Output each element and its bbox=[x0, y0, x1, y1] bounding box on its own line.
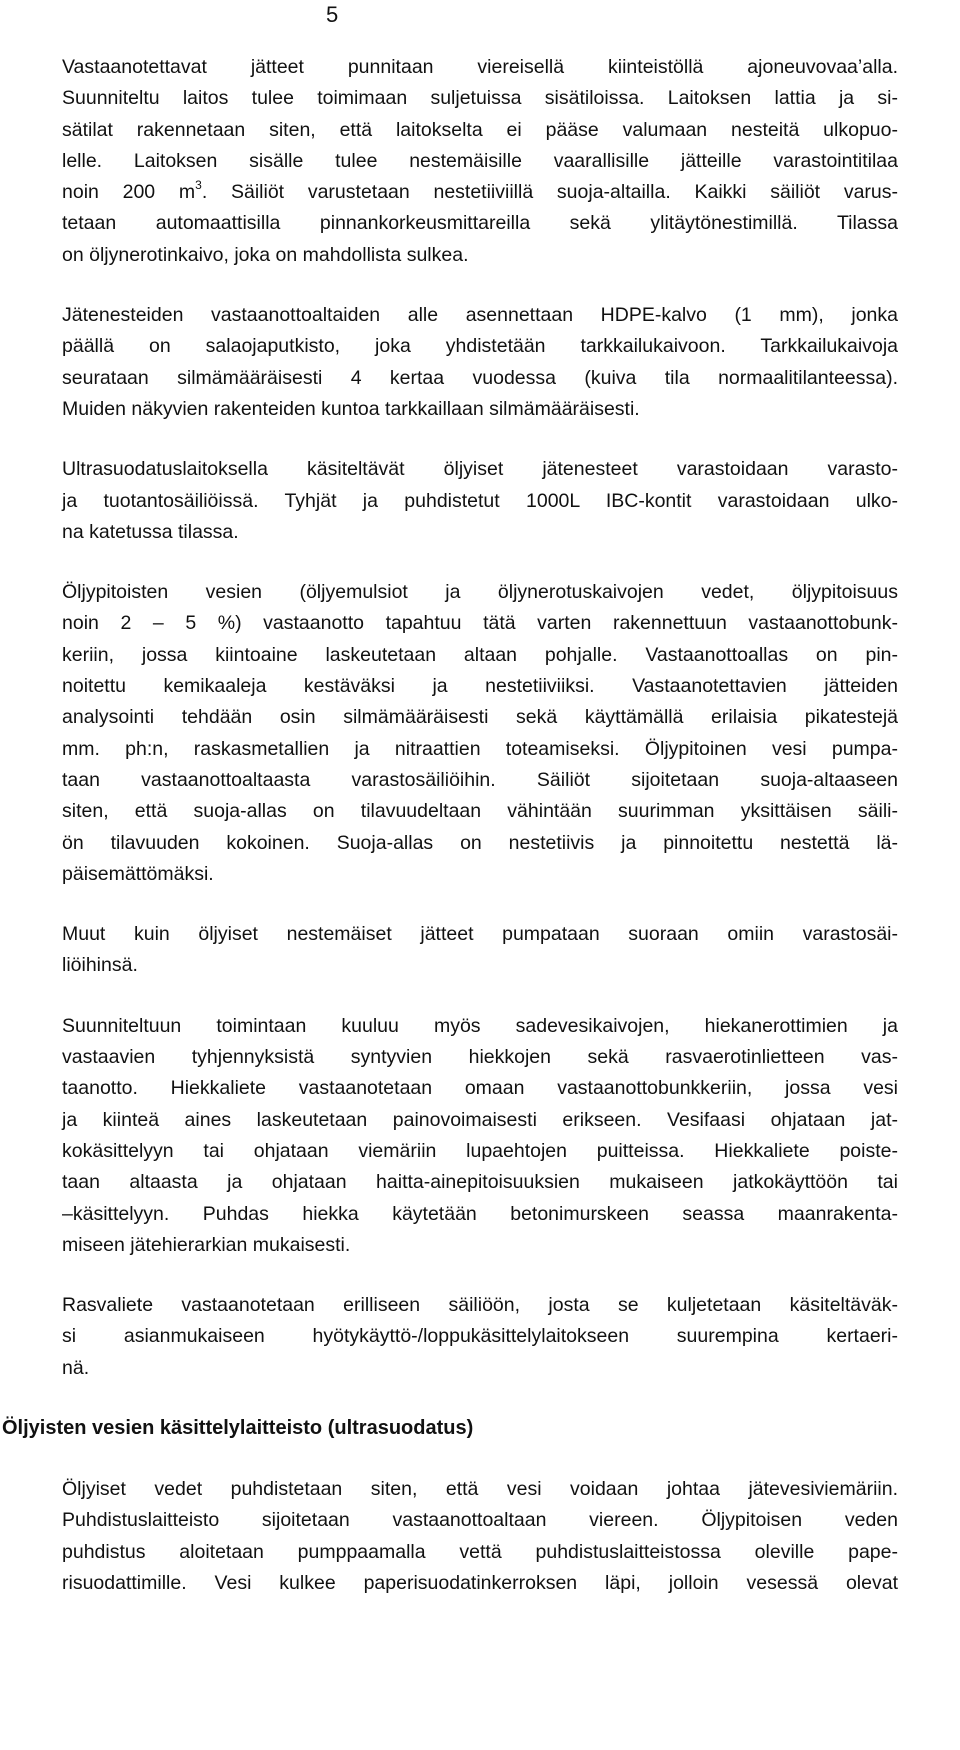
text-line: sätilat rakennetaan siten, että laitokselta ei pääse valumaan nesteitä ulkopuo- bbox=[62, 118, 898, 141]
document-body bbox=[2, 52, 899, 1628]
paragraph-hdpe-liner bbox=[62, 300, 898, 425]
text-line: päällä on salaojaputkisto, joka yhdistetään tarkkailukaivoon. Tarkkailukaivoja bbox=[62, 335, 898, 358]
text-line: puhdistus aloitetaan pumppaamalla vettä puhdistuslaitteistossa oleville pape- bbox=[62, 1540, 898, 1563]
text-line: Muut kuin öljyiset nestemäiset jätteet pumpataan suoraan omiin varastosäi- bbox=[62, 923, 898, 946]
text-line: tetaan automaattisilla pinnankorkeusmittareilla sekä ylitäytönestimillä. Tilassa bbox=[62, 212, 898, 235]
text-line: siten, että suoja-allas on tilavuudeltaan vähintään suurimman yksittäisen säili- bbox=[62, 800, 898, 823]
text-line: miseen jätehierarkian mukaisesti. bbox=[62, 1233, 351, 1256]
paragraph-oily-water bbox=[62, 577, 898, 890]
text-line-with-superscript bbox=[62, 177, 898, 208]
text-line: Jätenesteiden vastaanottoaltaiden alle asennettaan HDPE-kalvo (1 mm), jonka bbox=[62, 304, 898, 327]
text-line: si asianmukaiseen hyötykäyttö-/loppukäsittelylaitokseen suurempina kertaeri- bbox=[62, 1325, 898, 1348]
text-line: mm. ph:n, raskasmetallien ja nitraattien toteamiseksi. Öljypitoinen vesi pumpa- bbox=[62, 737, 898, 760]
text-line: risuodattimille. Vesi kulkee paperisuodatinkerroksen läpi, jolloin vesessä olevat bbox=[62, 1571, 898, 1594]
text-line: taanotto. Hiekkaliete vastaanotetaan omaan vastaanottobunkkeriin, jossa vesi bbox=[62, 1077, 898, 1100]
paragraph-ultrafiltration bbox=[62, 1474, 898, 1599]
text-line: noitettu kemikaaleja kestäväksi ja nestetiiviiksi. Vastaanotettavien jätteiden bbox=[62, 675, 898, 698]
text-line: Vastaanotettavat jätteet punnitaan viereisellä kiinteistöllä ajoneuvovaa’alla. bbox=[62, 56, 898, 78]
paragraph-other-liquids bbox=[62, 919, 898, 982]
page-number: 5 bbox=[326, 2, 339, 27]
text-line: Rasvaliete vastaanotetaan erilliseen säiliöön, josta se kuljetetaan käsiteltäväk- bbox=[62, 1294, 898, 1317]
text-line: na katetussa tilassa. bbox=[62, 520, 239, 543]
text-line: noin 2 – 5 %) vastaanotto tapahtuu tätä varten rakennettuun vastaanottobunk- bbox=[62, 612, 898, 635]
text-line: analysointi tehdään osin silmämääräisesti sekä käyttämällä erilaisia pikatestejä bbox=[62, 706, 898, 729]
paragraph-reception bbox=[62, 52, 898, 271]
text-line: taan altaasta ja ohjataan haitta-ainepitoisuuksien mukaiseen jatkokäyttöön tai bbox=[62, 1171, 898, 1194]
text-line: Öljyiset vedet puhdistetaan siten, että vesi voidaan johtaa jätevesiviemäriin. bbox=[62, 1477, 898, 1500]
text-line: Suunniteltuun toimintaan kuuluu myös sadevesikaivojen, hiekanerottimien ja bbox=[62, 1014, 898, 1037]
text-line: Öljypitoisten vesien (öljyemulsiot ja öljynerotuskaivojen vedet, öljypitoisuus bbox=[62, 581, 898, 604]
text-line: nä. bbox=[62, 1356, 90, 1379]
section-heading: Öljyisten vesien käsittelylaitteisto (ultrasuodatus) bbox=[2, 1416, 474, 1439]
text-line: ja kiinteä aines laskeutetaan painovoimaisesti erikseen. Vesifaasi ohjataan jat- bbox=[62, 1108, 898, 1131]
text-line: on öljynerotinkaivo, joka on mahdollista sulkea. bbox=[62, 243, 469, 266]
text-line: Suunniteltu laitos tulee toimimaan suljetuissa sisätiloissa. Laitoksen lattia ja si- bbox=[62, 87, 898, 110]
text-line: Muiden näkyvien rakenteiden kuntoa tarkkaillaan silmämääräisesti. bbox=[62, 397, 640, 420]
text-line: lelle. Laitoksen sisälle tulee nestemäisille vaarallisille jätteille varastointitilaa bbox=[62, 149, 898, 172]
text-line: keriin, jossa kiintoaine laskeutetaan altaan pohjalle. Vastaanottoallas on pin- bbox=[62, 643, 898, 666]
text-fragment: noin 200 m bbox=[62, 181, 196, 204]
text-line: vastaavien tyhjennyksistä syntyvien hiekkojen sekä rasvaerotinlietteen vas- bbox=[62, 1046, 898, 1069]
text-line: seurataan silmämääräisesti 4 kertaa vuodessa (kuiva tila normaalitilanteessa). bbox=[62, 366, 898, 389]
text-line: kokäsittelyyn tai ohjataan viemäriin lupaehtojen puitteissa. Hiekkaliete poiste- bbox=[62, 1139, 898, 1162]
text-line: päisemättömäksi. bbox=[62, 862, 214, 885]
text-line: –käsittelyyn. Puhdas hiekka käytetään betonimurskeen seassa maanrakenta- bbox=[62, 1202, 898, 1225]
paragraph-grease-sludge bbox=[62, 1290, 898, 1384]
text-line: Ultrasuodatuslaitoksella käsiteltävät öljyiset jätenesteet varastoidaan varasto- bbox=[62, 458, 898, 481]
text-fragment: . Säiliöt varustetaan nestetiiviillä suoja-altailla. Kaikki säiliöt varus- bbox=[201, 181, 899, 204]
paragraph-sand-sludge bbox=[62, 1011, 898, 1261]
superscript-exponent: 3 bbox=[195, 178, 202, 193]
text-line: ja tuotantosäiliöissä. Tyhjät ja puhdistetut 1000L IBC-kontit varastoidaan ulko- bbox=[62, 489, 898, 512]
text-line: Puhdistuslaitteisto sijoitetaan vastaanottoaltaan viereen. Öljypitoisen veden bbox=[62, 1509, 898, 1532]
text-line: liöihinsä. bbox=[62, 954, 138, 977]
text-line: ön tilavuuden kokoinen. Suoja-allas on nestetiivis ja pinnoitettu nestettä lä- bbox=[62, 831, 898, 854]
text-line: taan vastaanottoaltaasta varastosäiliöihin. Säiliöt sijoitetaan suoja-altaaseen bbox=[62, 768, 898, 791]
paragraph-storage bbox=[62, 454, 898, 548]
